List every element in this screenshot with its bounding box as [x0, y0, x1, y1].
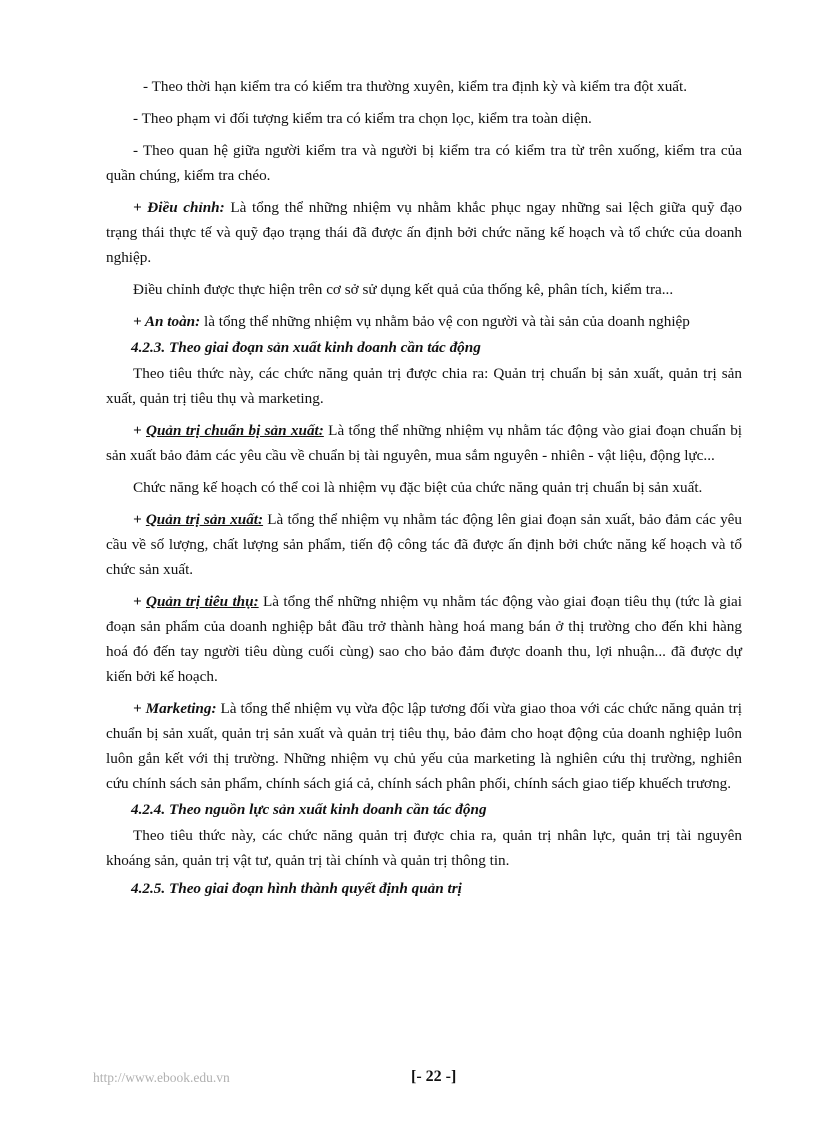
paragraph-adjustment-basis: Điều chỉnh được thực hiện trên cơ sở sử dụng kết quả của thống kê, phân tích, kiểm tra...	[133, 281, 674, 298]
term-sales-management: Quản trị tiêu thụ:	[146, 593, 259, 610]
text-adjustment: Là tổng thể những nhiệm vụ nhằm khắc phục ngay những sai lệch giữa quỹ đạo trạng thái thực tế và quỹ đạo trạng thái đã được ấn định bởi chức năng kế hoạch và tổ chức của doanh nghiệp.	[106, 199, 742, 266]
paragraph-production-management: + Quản trị sản xuất: Là tổng thể nhiệm vụ nhằm tác động lên giai đoạn sản xuất, bảo đảm các yêu cầu về số lượng, chất lượng sản phẩm, tiến độ công tác đã được ấn định bởi chức năng kế hoạch và tổ chức sản xuất.	[106, 511, 742, 578]
paragraph-423-intro: Theo tiêu thức này, các chức năng quản trị được chia ra: Quản trị chuẩn bị sản xuất, quản trị sản xuất, quản trị tiêu thụ và marketing.	[106, 365, 742, 407]
term-production-management: Quản trị sản xuất:	[145, 511, 264, 528]
term-adjustment: + Điều chỉnh:	[133, 199, 225, 216]
paragraph-marketing	[106, 696, 742, 796]
paragraph-424-intro: Theo tiêu thức này, các chức năng quản trị được chia ra, quản trị nhân lực, quản trị tài nguyên khoáng sản, quản trị vật tư, quản trị tài chính và quản trị thông tin.	[106, 827, 742, 869]
paragraph-inspection-by-scope: - Theo phạm vi đối tượng kiểm tra có kiểm tra chọn lọc, kiểm tra toàn diện.	[133, 110, 592, 127]
text-sales-management: Là tổng thể những nhiệm vụ nhằm tác động vào giai đoạn tiêu thụ (tức là giai đoạn sản phẩm của doanh nghiệp bắt đầu trở thành hàng hoá mang bán ở thị trường cho đến khi hàng hoá đó đến tay người tiêu dùng cuối cùng) sao cho bảo đảm được doanh thu, lợi nhuận... đã được dự kiến bởi kế hoạch.	[106, 593, 742, 685]
term-safety: + An toàn:	[133, 313, 201, 330]
paragraph-production-preparation: + Quản trị chuẩn bị sản xuất: Là tổng thể những nhiệm vụ nhằm tác động vào giai đoạn chuẩn bị sản xuất bảo đảm các yêu cầu về chuẩn bị tài nguyên, mua sắm nguyên - nhiên - vật liệu, động lực...	[106, 422, 743, 464]
paragraph-safety	[106, 309, 742, 334]
text-production-management: Là tổng thể nhiệm vụ nhằm tác động lên giai đoạn sản xuất, bảo đảm các yêu cầu về số lượng, chất lượng sản phẩm, tiến độ công tác đã được ấn định bởi chức năng kế hoạch và tổ chức sản xuất.	[106, 511, 742, 578]
heading-4-2-4: 4.2.4. Theo nguồn lực sản xuất kinh doanh cần tác động	[131, 801, 487, 818]
page-footer	[93, 1068, 733, 1092]
text-safety: là tổng thể những nhiệm vụ nhằm bảo vệ con người và tài sản của doanh nghiệp	[200, 313, 690, 330]
paragraph-planning-function: Chức năng kế hoạch có thể coi là nhiệm vụ đặc biệt của chức năng quản trị chuẩn bị sản xuất.	[133, 479, 703, 496]
text-production-preparation: Là tổng thể những nhiệm vụ nhằm tác động vào giai đoạn chuẩn bị sản xuất bảo đảm các yêu cầu về chuẩn bị tài nguyên, mua sắm nguyên - nhiên - vật liệu, động lực...	[106, 422, 743, 464]
document-body	[106, 74, 742, 901]
footer-url: http://www.ebook.edu.vn	[93, 1070, 230, 1085]
text-marketing: Là tổng thể nhiệm vụ vừa độc lập tương đối vừa giao thoa với các chức năng quản trị chuẩn bị sản xuất, quản trị sản xuất và quản trị tiêu thụ, bảo đảm cho hoạt động của doanh nghiệp luôn luôn gắn kết với thị trường. Những nhiệm vụ chủ yếu của marketing là nghiên cứu thị trường, nghiên cứu chính sách sản phẩm, chính sách giá cả, chính sách phân phối, chính sách giao tiếp khuếch trương.	[106, 700, 742, 792]
term-marketing: + Marketing:	[133, 700, 217, 717]
page-number: [- 22 -]	[411, 1068, 457, 1085]
paragraph-sales-management: + Quản trị tiêu thụ: Là tổng thể những nhiệm vụ nhằm tác động vào giai đoạn tiêu thụ (tức là giai đoạn sản phẩm của doanh nghiệp bắt đầu trở thành hàng hoá mang bán ở thị trường cho đến khi hàng hoá đó đến tay người tiêu dùng cuối cùng) sao cho bảo đảm được doanh thu, lợi nhuận... đã được dự kiến bởi kế hoạch.	[106, 593, 742, 685]
paragraph-inspection-by-relation: - Theo quan hệ giữa người kiểm tra và người bị kiểm tra có kiểm tra từ trên xuống, kiểm tra của quần chúng, kiểm tra chéo.	[106, 142, 742, 184]
term-production-preparation: Quản trị chuẩn bị sản xuất:	[146, 422, 324, 439]
paragraph-inspection-by-time: - Theo thời hạn kiểm tra có kiểm tra thường xuyên, kiểm tra định kỳ và kiểm tra đột xuất.	[143, 78, 688, 95]
heading-4-2-5: 4.2.5. Theo giai đoạn hình thành quyết định quản trị	[131, 880, 462, 897]
paragraph-adjustment	[106, 195, 742, 270]
heading-4-2-3: 4.2.3. Theo giai đoạn sản xuất kinh doanh cần tác động	[131, 339, 481, 356]
